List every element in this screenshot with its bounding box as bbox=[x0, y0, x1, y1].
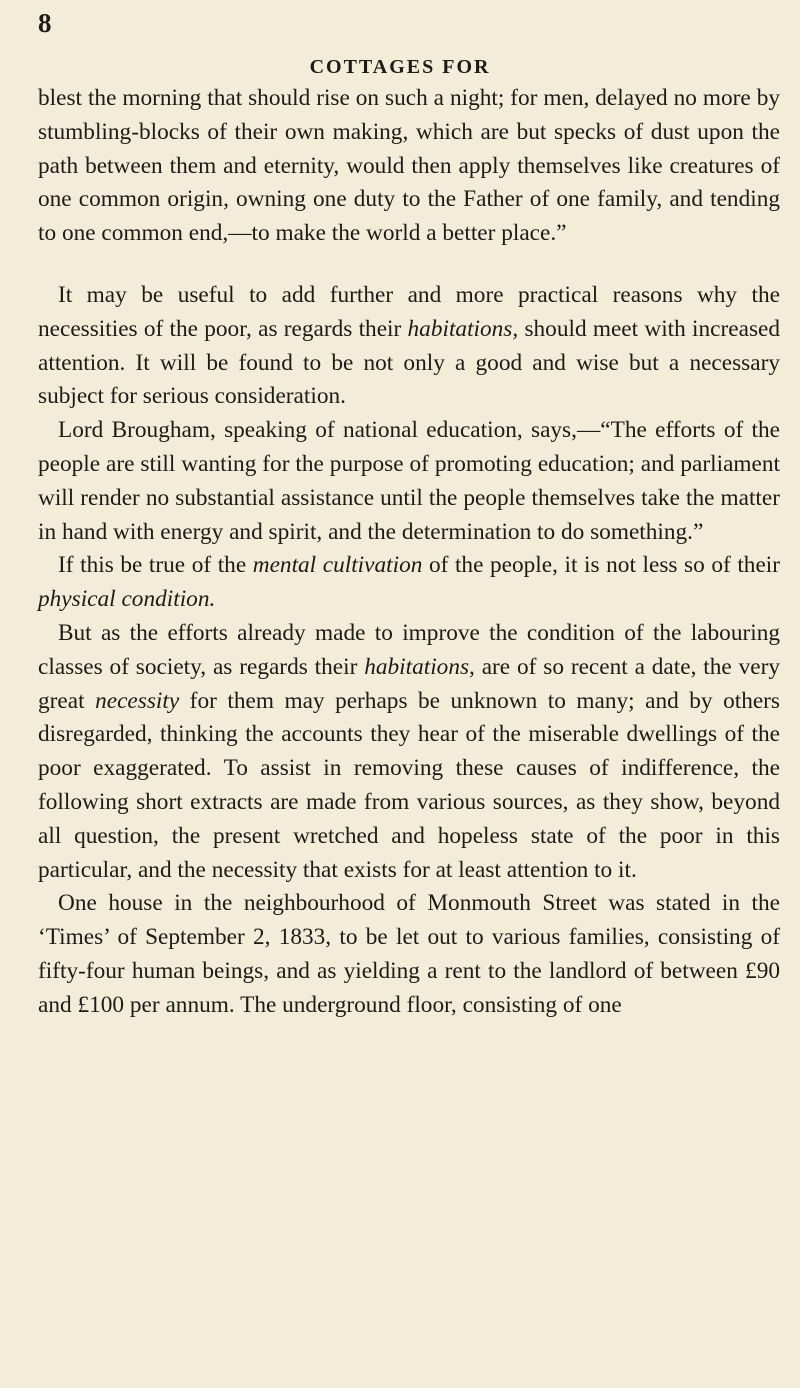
text-run: But as the efforts already made to improve the condition of the labouring classes of society, as regards their bbox=[38, 619, 780, 680]
paragraph-mental-cultivation bbox=[38, 549, 780, 617]
text-run: for them may perhaps be unknown to many; and by others disregarded, thinking the accounts they hear of the miserable dwellings of the poor exaggerated. To assist in removing these causes of indifference, the following short extracts are made from various sources, as they show, beyond all question, the present wretched and hopeless state of the poor in this particular, and the necessity that exists for at least attention to it. bbox=[38, 687, 781, 883]
italic-text: physical condition. bbox=[38, 586, 216, 613]
paragraph-brougham-quote: Lord Brougham, speaking of national education, says,—“The efforts of the people are still wanting for the purpose of promoting education; and parliament will render no substantial assistance until the people themselves take the matter in hand with energy and spirit, and the determination to do something.” bbox=[38, 417, 780, 545]
running-head: COTTAGES FOR bbox=[309, 56, 491, 78]
paragraph-practical-reasons bbox=[38, 279, 780, 414]
italic-text: habitations, bbox=[364, 653, 475, 680]
text-run: should meet with increased attention. It will be found to be not only a good and wise but a necessary subject for serious consideration. bbox=[38, 315, 780, 410]
italic-text: habitations, bbox=[407, 315, 519, 342]
body-text bbox=[38, 82, 780, 1023]
italic-text: necessity bbox=[95, 687, 180, 714]
italic-text: mental cultivation bbox=[252, 552, 423, 579]
text-run: are of so recent a date, the very great bbox=[38, 653, 780, 714]
page-number: 8 bbox=[38, 8, 52, 38]
paragraph-efforts bbox=[38, 617, 780, 887]
text-run: It may be useful to add further and more practical reasons why the necessities of the poor, as regards their bbox=[38, 281, 780, 342]
text-run: If this be true of the bbox=[58, 552, 253, 579]
text-run: of the people, it is not less so of their bbox=[422, 552, 781, 579]
paragraph-monmouth-street: One house in the neighbourhood of Monmouth Street was stated in the ‘Times’ of September 2, 1833, to be let out to various families, consisting of fifty-four human beings, and as yielding a rent to the landlord of between £90 and £100 per annum. The underground floor, consisting of one bbox=[38, 890, 780, 1018]
paragraph-continuation: blest the morning that should rise on such a night; for men, delayed no more by stumbling-blocks of their own making, which are but specks of dust upon the path between them and eternity, would then apply themselves like creatures of one common origin, owning one duty to the Father of one family, and tending to one common end,—to make the world a better place.” bbox=[38, 85, 780, 247]
